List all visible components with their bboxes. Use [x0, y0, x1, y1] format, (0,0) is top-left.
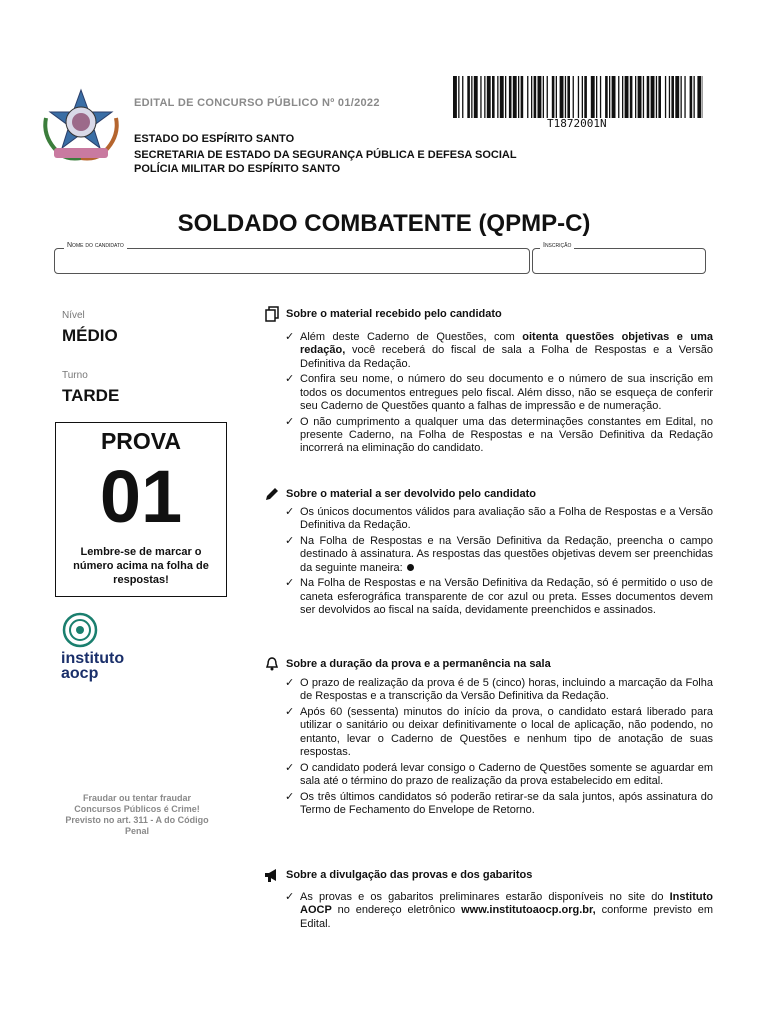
- brand-line-2: aocp: [61, 665, 99, 682]
- list-item: [285, 331, 713, 371]
- item-text: O candidato poderá levar consigo o Caderno de Questões somente se aguardar em sala até o término do prazo de realização da prova estabelecido em edital.: [300, 761, 713, 788]
- section-list-material-received: [285, 331, 713, 458]
- item-text: O prazo de realização da prova é de 5 (cinco) horas, incluindo a marcação da Folha de Respostas e a transcrição da Versão Definitiva da Redação.: [300, 677, 713, 703]
- brand-text: [61, 651, 124, 681]
- list-item: [285, 791, 713, 818]
- prova-note: Lembre-se de marcar o número acima na folha de respostas!: [73, 546, 209, 586]
- exam-title: SOLDADO COMBATENTE (QPMP-C): [177, 210, 591, 237]
- item-text: As provas e os gabaritos preliminares estarão disponíveis no site do: [300, 891, 670, 903]
- org-police: POLÍCIA MILITAR DO ESPÍRITO SANTO: [134, 163, 341, 175]
- section-title-duration: [264, 656, 551, 672]
- prova-number: 01: [99, 455, 183, 538]
- list-item: [285, 416, 713, 456]
- item-text: no endereço eletrônico: [331, 904, 462, 917]
- registration-label: Inscrição: [540, 242, 574, 249]
- shift-label: Turno: [62, 370, 88, 381]
- list-item: [285, 762, 713, 789]
- section-title-text: Sobre a duração da prova e a permanência na sala: [286, 658, 551, 670]
- check-icon: ✓: [285, 891, 295, 903]
- item-text: O não cumprimento a qualquer uma das determinações constantes em Edital, no presente Caderno, na Folha de Respostas e na Versão Definitiva da Redação incorrerá na eliminação do candidato.: [300, 415, 713, 455]
- list-item: [285, 891, 713, 931]
- list-item: [285, 677, 713, 704]
- barcode: [453, 76, 703, 118]
- item-text: Além deste Caderno de Questões, com: [300, 331, 523, 343]
- item-text-bold: www.institutoaocp.org.br,: [461, 904, 596, 917]
- check-icon: ✓: [285, 677, 295, 689]
- section-title-disclosure: [264, 867, 532, 883]
- fraud-notice: Fraudar ou tentar fraudar Concursos Públicos é Crime! Previsto no art. 311 - A do Código Penal: [65, 793, 209, 836]
- item-text: Confira seu nome, o número do seu documento e o número de sua inscrição em todos os documentos entregues pelo fiscal. Além disso, não se esqueça de conferir seu Caderno de Questões quanto a falhas de impressão e de numeração.: [300, 373, 713, 412]
- filled-bubble-icon: [407, 564, 414, 571]
- barcode-text: T1872001N: [547, 117, 607, 130]
- check-icon: ✓: [285, 706, 295, 719]
- candidate-name-label: Nome do candidato: [64, 242, 127, 249]
- section-list-material-returned: [285, 506, 713, 620]
- list-item: [285, 373, 713, 413]
- item-text: Na Folha de Respostas e na Versão Definitiva da Redação, preencha o campo destinado à assinatura. As respostas das questões objetivas devem ser preenchidas da seguinte maneira:: [300, 535, 713, 574]
- bell-icon: [264, 656, 280, 672]
- org-state: ESTADO DO ESPÍRITO SANTO: [134, 133, 295, 145]
- section-list-disclosure: [285, 891, 713, 933]
- prova-box: [55, 422, 227, 597]
- check-icon: ✓: [285, 790, 295, 803]
- check-icon: ✓: [285, 331, 295, 343]
- megaphone-icon: [264, 867, 280, 883]
- list-item: [285, 535, 713, 575]
- check-icon: ✓: [285, 373, 295, 386]
- section-list-duration: [285, 677, 713, 820]
- check-icon: ✓: [285, 577, 295, 590]
- candidate-name-field[interactable]: [54, 248, 530, 274]
- check-icon: ✓: [285, 506, 295, 518]
- pencil-icon: [264, 486, 280, 502]
- registration-field[interactable]: [532, 248, 706, 274]
- aocp-emblem-icon: [62, 612, 98, 648]
- section-title-text: Sobre a divulgação das provas e dos gabaritos: [286, 869, 533, 881]
- shift-value: TARDE: [62, 386, 120, 405]
- edital-label: EDITAL DE CONCURSO PÚBLICO Nº 01/2022: [134, 97, 380, 109]
- documents-icon: [264, 306, 280, 322]
- section-title-text: Sobre o material a ser devolvido pelo candidato: [286, 488, 537, 500]
- level-value: MÉDIO: [62, 326, 118, 345]
- section-title-text: Sobre o material recebido pelo candidato: [286, 308, 502, 320]
- list-item: [285, 577, 713, 617]
- item-text-bold: oitenta questões objetivas e uma redação,: [300, 331, 713, 357]
- item-text: Após 60 (sessenta) minutos do início da prova, o candidato estará liberado para utilizar o sanitário ou deixar definitivamente o local de aplicação, não podendo, no entanto, levar o Caderno de Questões e nenhum tipo de anotação de suas respostas.: [300, 706, 713, 758]
- list-item: [285, 506, 713, 533]
- section-title-material-received: [264, 306, 502, 322]
- brand-line-1: instituto: [61, 650, 125, 667]
- level-label: Nível: [62, 310, 85, 321]
- list-item: [285, 706, 713, 759]
- item-text: você receberá do fiscal de sala a Folha de Respostas e a Versão Definitiva da Redação.: [300, 344, 713, 370]
- prova-label: PROVA: [100, 428, 182, 454]
- instituto-aocp-logo: [62, 612, 98, 653]
- item-text-bold: Instituto AOCP: [300, 891, 713, 917]
- state-coat-of-arms-logo: [38, 88, 124, 166]
- item-text: conforme previsto em Edital.: [300, 904, 713, 930]
- section-title-material-returned: [264, 486, 536, 502]
- check-icon: ✓: [285, 761, 295, 774]
- item-text: Na Folha de Respostas e na Versão Definitiva da Redação, só é permitido o uso de caneta esferográfica transparente de cor azul ou preta. Esses documentos devem ser devolvidos ao fiscal na saída, devidamente preenchidos e assinados.: [300, 577, 713, 617]
- item-text: Os três últimos candidatos só poderão retirar-se da sala juntos, após assinatura do Termo de Fechamento do Envelope de Retorno.: [300, 790, 713, 817]
- item-text: Os únicos documentos válidos para avaliação são a Folha de Respostas e a Versão Definitiva da Redação.: [300, 506, 713, 532]
- check-icon: ✓: [285, 415, 295, 428]
- check-icon: ✓: [285, 535, 295, 548]
- org-secretariat: SECRETARIA DE ESTADO DA SEGURANÇA PÚBLICA E DEFESA SOCIAL: [134, 149, 517, 161]
